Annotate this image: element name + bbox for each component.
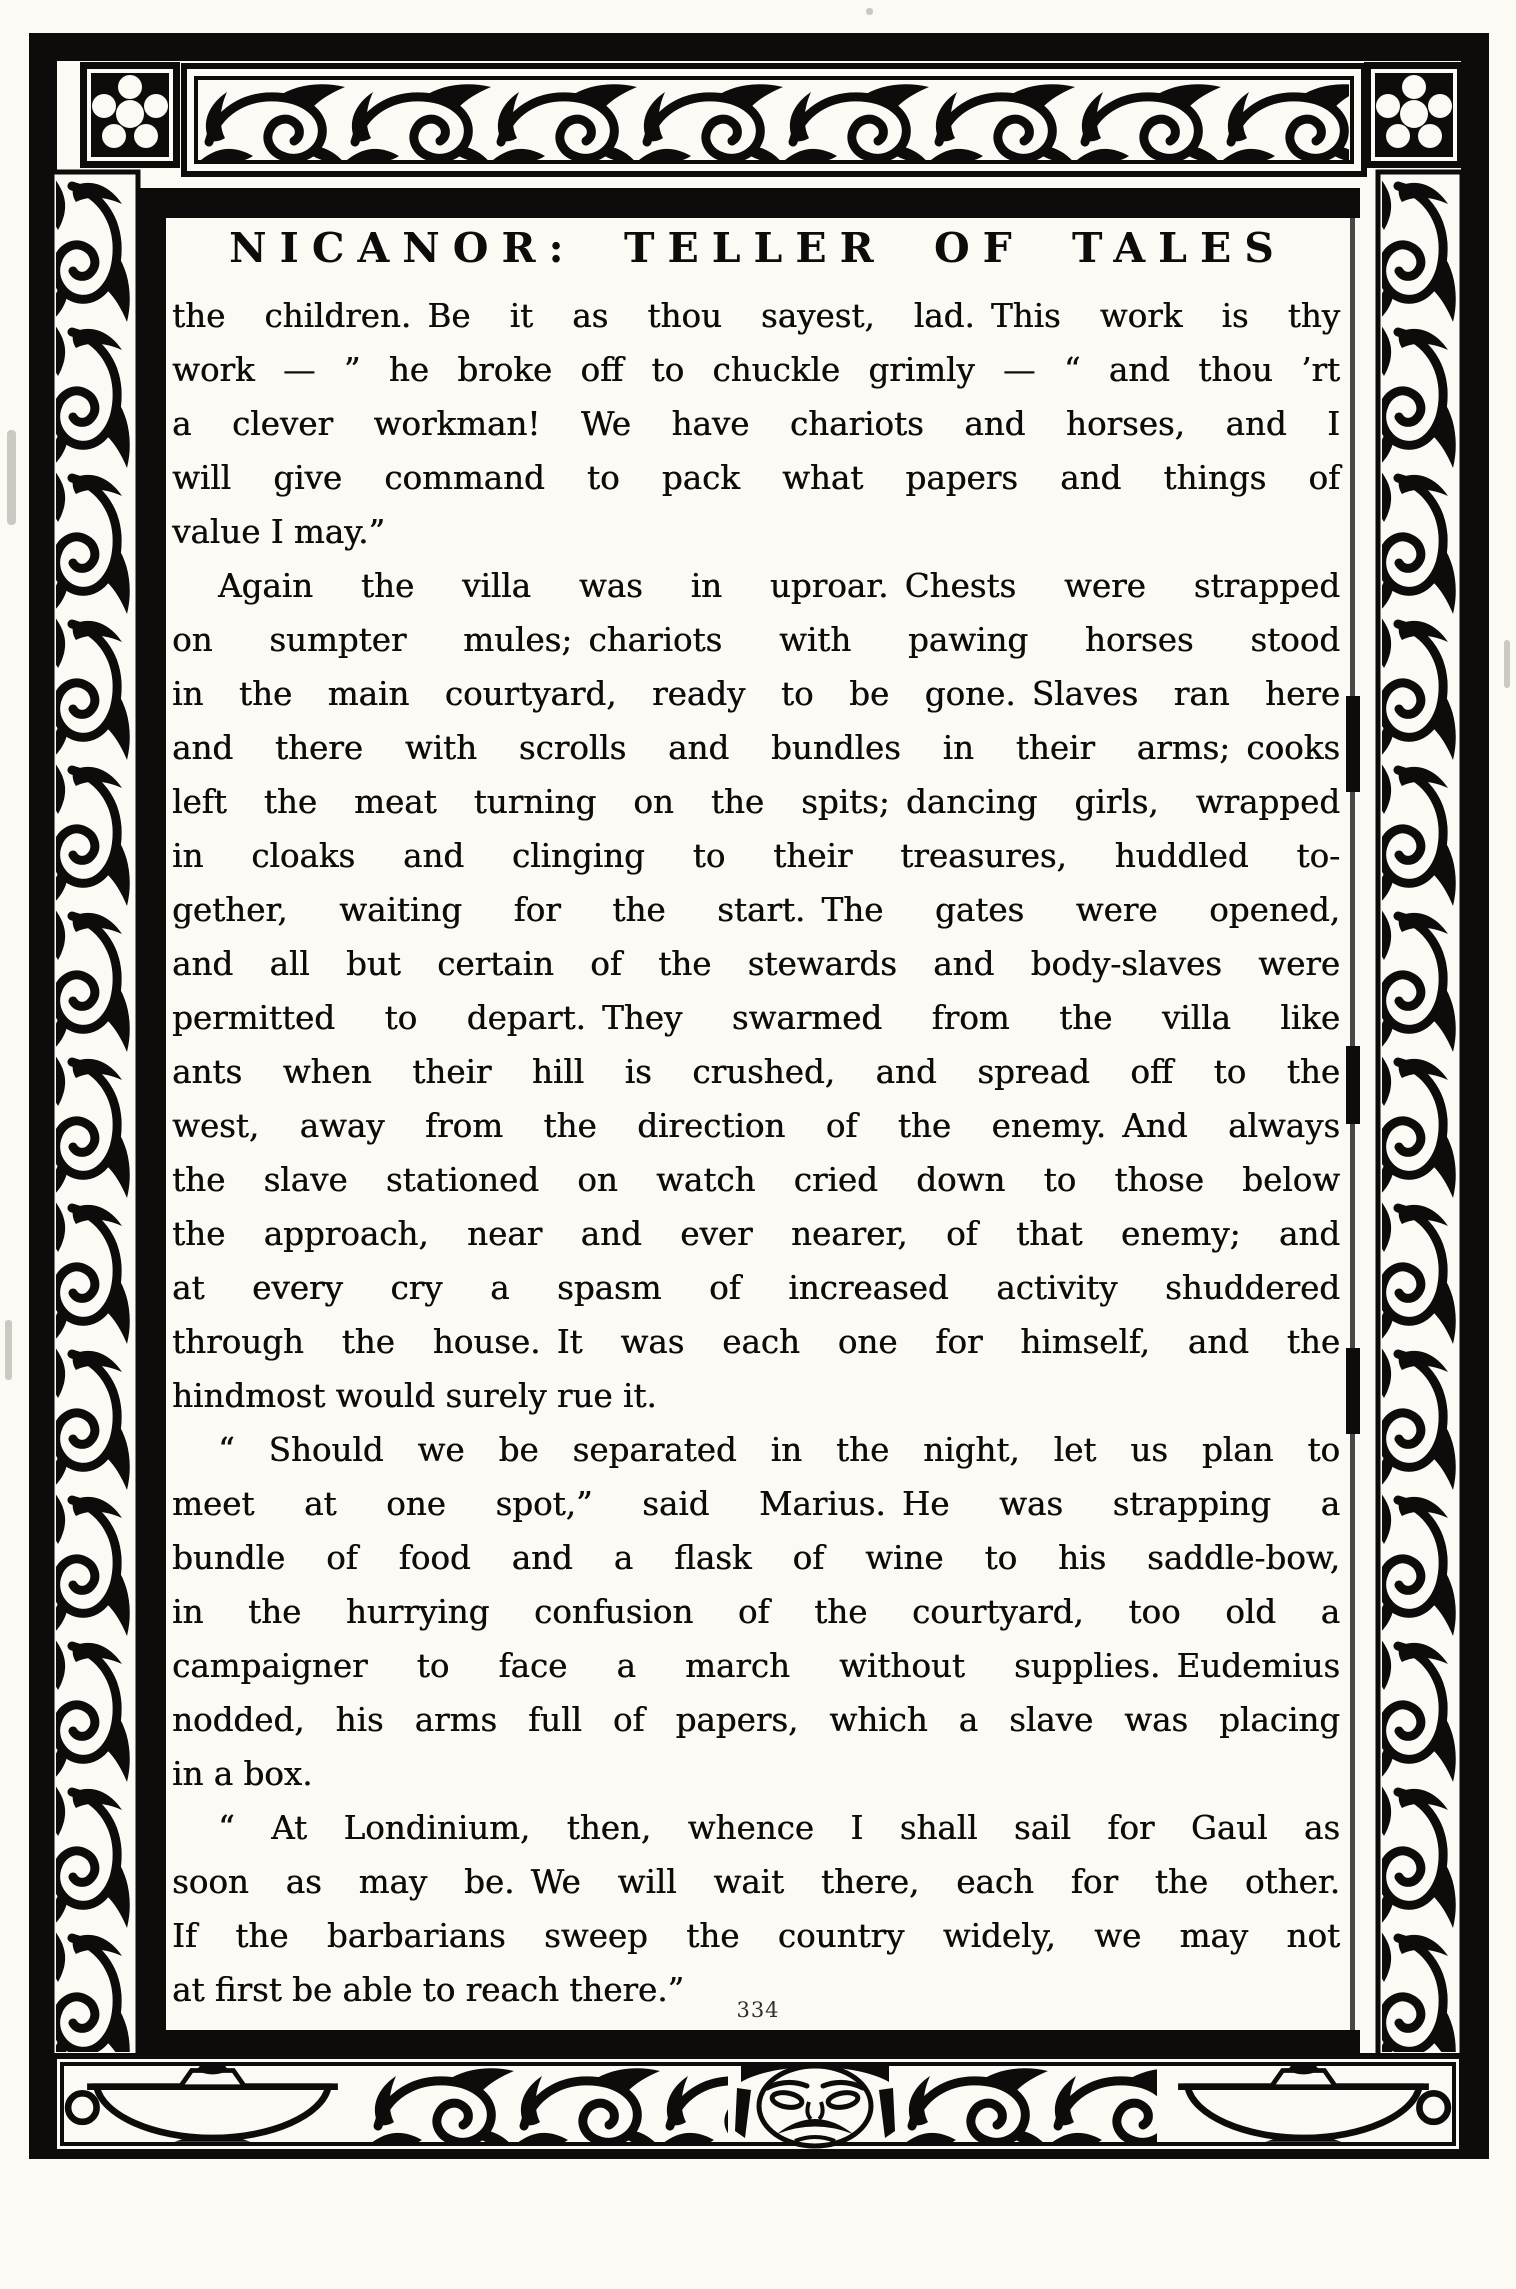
flower-rosette-icon bbox=[1364, 62, 1464, 168]
text-line: Again the villa was in uproar. Chests were strapped bbox=[218, 567, 1340, 605]
text-line: campaigner to face a march without supplies. Eudemius bbox=[172, 1647, 1340, 1685]
text-line: meet at one spot,” said Marius. He was strapping a bbox=[172, 1485, 1340, 1523]
body-text bbox=[172, 289, 1340, 2017]
text-line: ants when their hill is crushed, and spread off to the bbox=[172, 1053, 1340, 1091]
text-line: in a box. bbox=[172, 1755, 313, 1793]
text-line: gether, waiting for the start. The gates were opened, bbox=[172, 891, 1340, 929]
page-title: NICANOR: TELLER OF TALES bbox=[229, 224, 1287, 272]
text-line: value I may.” bbox=[172, 513, 385, 551]
text-line: the children. Be it as thou sayest, lad. This work is thy bbox=[172, 297, 1340, 335]
text-line: permitted to depart. They swarmed from the villa like bbox=[172, 999, 1340, 1037]
text-line: in the hurrying confusion of the courtyard, too old a bbox=[172, 1593, 1340, 1631]
text-line: “ At Londinium, then, whence I shall sail for Gaul as bbox=[218, 1809, 1340, 1847]
text-line: the slave stationed on watch cried down to those below bbox=[172, 1161, 1340, 1199]
text-line: soon as may be. We will wait there, each for the other. bbox=[172, 1863, 1340, 1901]
right-scroll-frieze bbox=[1378, 172, 1462, 2056]
text-line: work — ” he broke off to chuckle grimly — “ and thou ’rt bbox=[172, 351, 1340, 389]
text-line: at first be able to reach there.” bbox=[172, 1971, 685, 2009]
top-scroll-frieze bbox=[184, 66, 1364, 174]
text-line: nodded, his arms full of papers, which a slave was placing bbox=[172, 1701, 1340, 1739]
text-line: left the meat turning on the spits; dancing girls, wrapped bbox=[172, 783, 1340, 821]
text-line: through the house. It was each one for himself, and the bbox=[172, 1323, 1340, 1361]
text-line: and there with scrolls and bundles in their arms; cooks bbox=[172, 729, 1340, 767]
text-line: a clever workman! We have chariots and horses, and I bbox=[172, 405, 1340, 443]
text-line: at every cry a spasm of increased activity shuddered bbox=[172, 1269, 1340, 1307]
text-line: the approach, near and ever nearer, of that enemy; and bbox=[172, 1215, 1340, 1253]
text-line: in the main courtyard, ready to be gone. Slaves ran here bbox=[172, 675, 1340, 713]
text-line: and all but certain of the stewards and body-slaves were bbox=[172, 945, 1340, 983]
bottom-frieze bbox=[54, 2056, 1462, 2152]
text-line: west, away from the direction of the enemy. And always bbox=[172, 1107, 1340, 1145]
page-number: 334 bbox=[736, 1998, 780, 2022]
left-scroll-frieze bbox=[52, 172, 138, 2056]
text-line: If the barbarians sweep the country widely, we may not bbox=[172, 1917, 1340, 1955]
flower-rosette-icon bbox=[80, 62, 180, 168]
text-line: hindmost would surely rue it. bbox=[172, 1377, 657, 1415]
text-line: bundle of food and a flask of wine to his saddle-bow, bbox=[172, 1539, 1340, 1577]
text-line: on sumpter mules; chariots with pawing horses stood bbox=[172, 621, 1340, 659]
text-line: in cloaks and clinging to their treasures, huddled to- bbox=[172, 837, 1340, 875]
text-line: will give command to pack what papers and things of bbox=[172, 459, 1340, 497]
text-line: “ Should we be separated in the night, let us plan to bbox=[218, 1431, 1340, 1469]
